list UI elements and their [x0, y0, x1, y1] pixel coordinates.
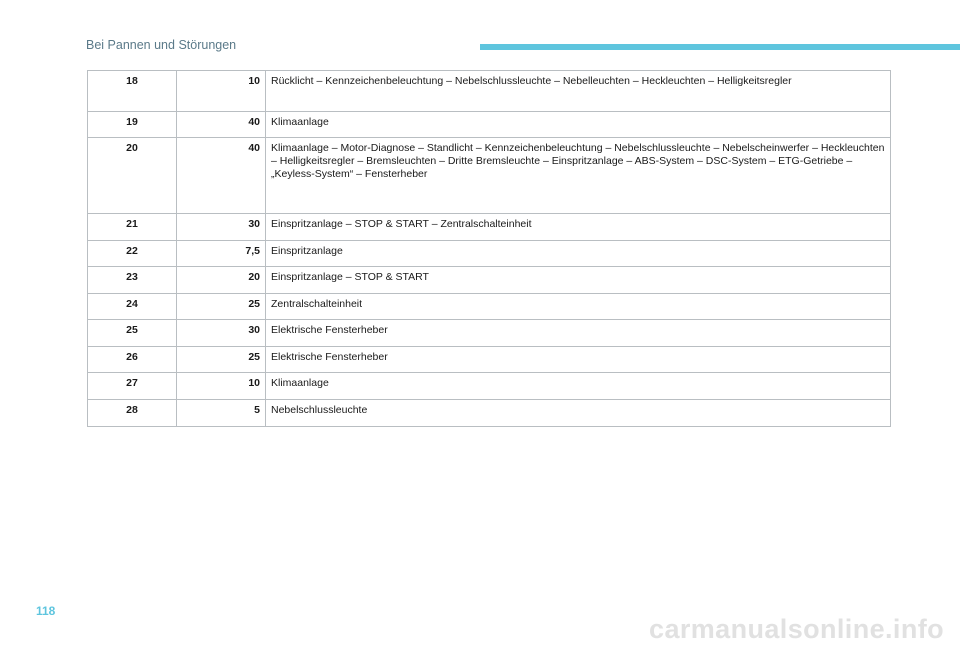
fuse-number: 21	[88, 214, 177, 241]
fuse-function: Elektrische Fensterheber	[266, 320, 891, 347]
fuse-ampere: 25	[177, 294, 266, 320]
fuse-function: Klimaanlage	[266, 373, 891, 400]
fuse-row	[88, 347, 891, 373]
fuse-number: 27	[88, 373, 177, 400]
fuse-row	[88, 400, 891, 427]
fuse-row	[88, 241, 891, 267]
section-title: Bei Pannen und Störungen	[86, 38, 237, 52]
fuse-number: 19	[88, 112, 177, 138]
fuse-row	[88, 138, 891, 214]
fuse-number: 24	[88, 294, 177, 320]
page-number: 118	[36, 604, 56, 618]
fuse-row	[88, 112, 891, 138]
fuse-number: 23	[88, 267, 177, 294]
fuse-function: Einspritzanlage – STOP & START	[266, 267, 891, 294]
watermark: carmanualsonline.info	[649, 614, 944, 644]
fuse-number: 26	[88, 347, 177, 373]
fuse-ampere: 5	[177, 400, 266, 427]
fuse-ampere: 20	[177, 267, 266, 294]
fuse-function: Zentralschalteinheit	[266, 294, 891, 320]
fuse-ampere: 7,5	[177, 241, 266, 267]
fuse-ampere: 30	[177, 214, 266, 241]
header-accent-bar	[480, 44, 960, 50]
fuse-row	[88, 373, 891, 400]
fuse-ampere: 40	[177, 112, 266, 138]
fuse-function: Einspritzanlage – STOP & START – Zentralschalteinheit	[266, 214, 891, 241]
fuse-number: 25	[88, 320, 177, 347]
fuse-ampere: 10	[177, 71, 266, 112]
fuse-number: 22	[88, 241, 177, 267]
fuse-function: Einspritzanlage	[266, 241, 891, 267]
fuse-row	[88, 214, 891, 241]
fuse-function: Rücklicht – Kennzeichenbeleuchtung – Nebelschlussleuchte – Nebelleuchten – Heckleuchten – Helligkeitsregler	[266, 71, 891, 112]
fuse-ampere: 10	[177, 373, 266, 400]
fuse-row	[88, 267, 891, 294]
fuse-table	[87, 70, 891, 427]
fuse-number: 28	[88, 400, 177, 427]
fuse-ampere: 25	[177, 347, 266, 373]
fuse-function: Klimaanlage – Motor-Diagnose – Standlicht – Kennzeichenbeleuchtung – Nebelschlussleuchte – Nebelscheinwerfer – Heckleuchten – Helligkeitsregler – Bremsleuchten – Dritte Bremsleuchte – Einspritzanlage – ABS-System – DSC-System – ETG-Getriebe – „Keyless-System“ – Fensterheber	[266, 138, 891, 214]
fuse-row	[88, 320, 891, 347]
fuse-function: Klimaanlage	[266, 112, 891, 138]
fuse-number: 20	[88, 138, 177, 214]
fuse-ampere: 30	[177, 320, 266, 347]
fuse-function: Elektrische Fensterheber	[266, 347, 891, 373]
fuse-row	[88, 71, 891, 112]
fuse-number: 18	[88, 71, 177, 112]
fuse-function: Nebelschlussleuchte	[266, 400, 891, 427]
fuse-ampere: 40	[177, 138, 266, 214]
fuse-row	[88, 294, 891, 320]
